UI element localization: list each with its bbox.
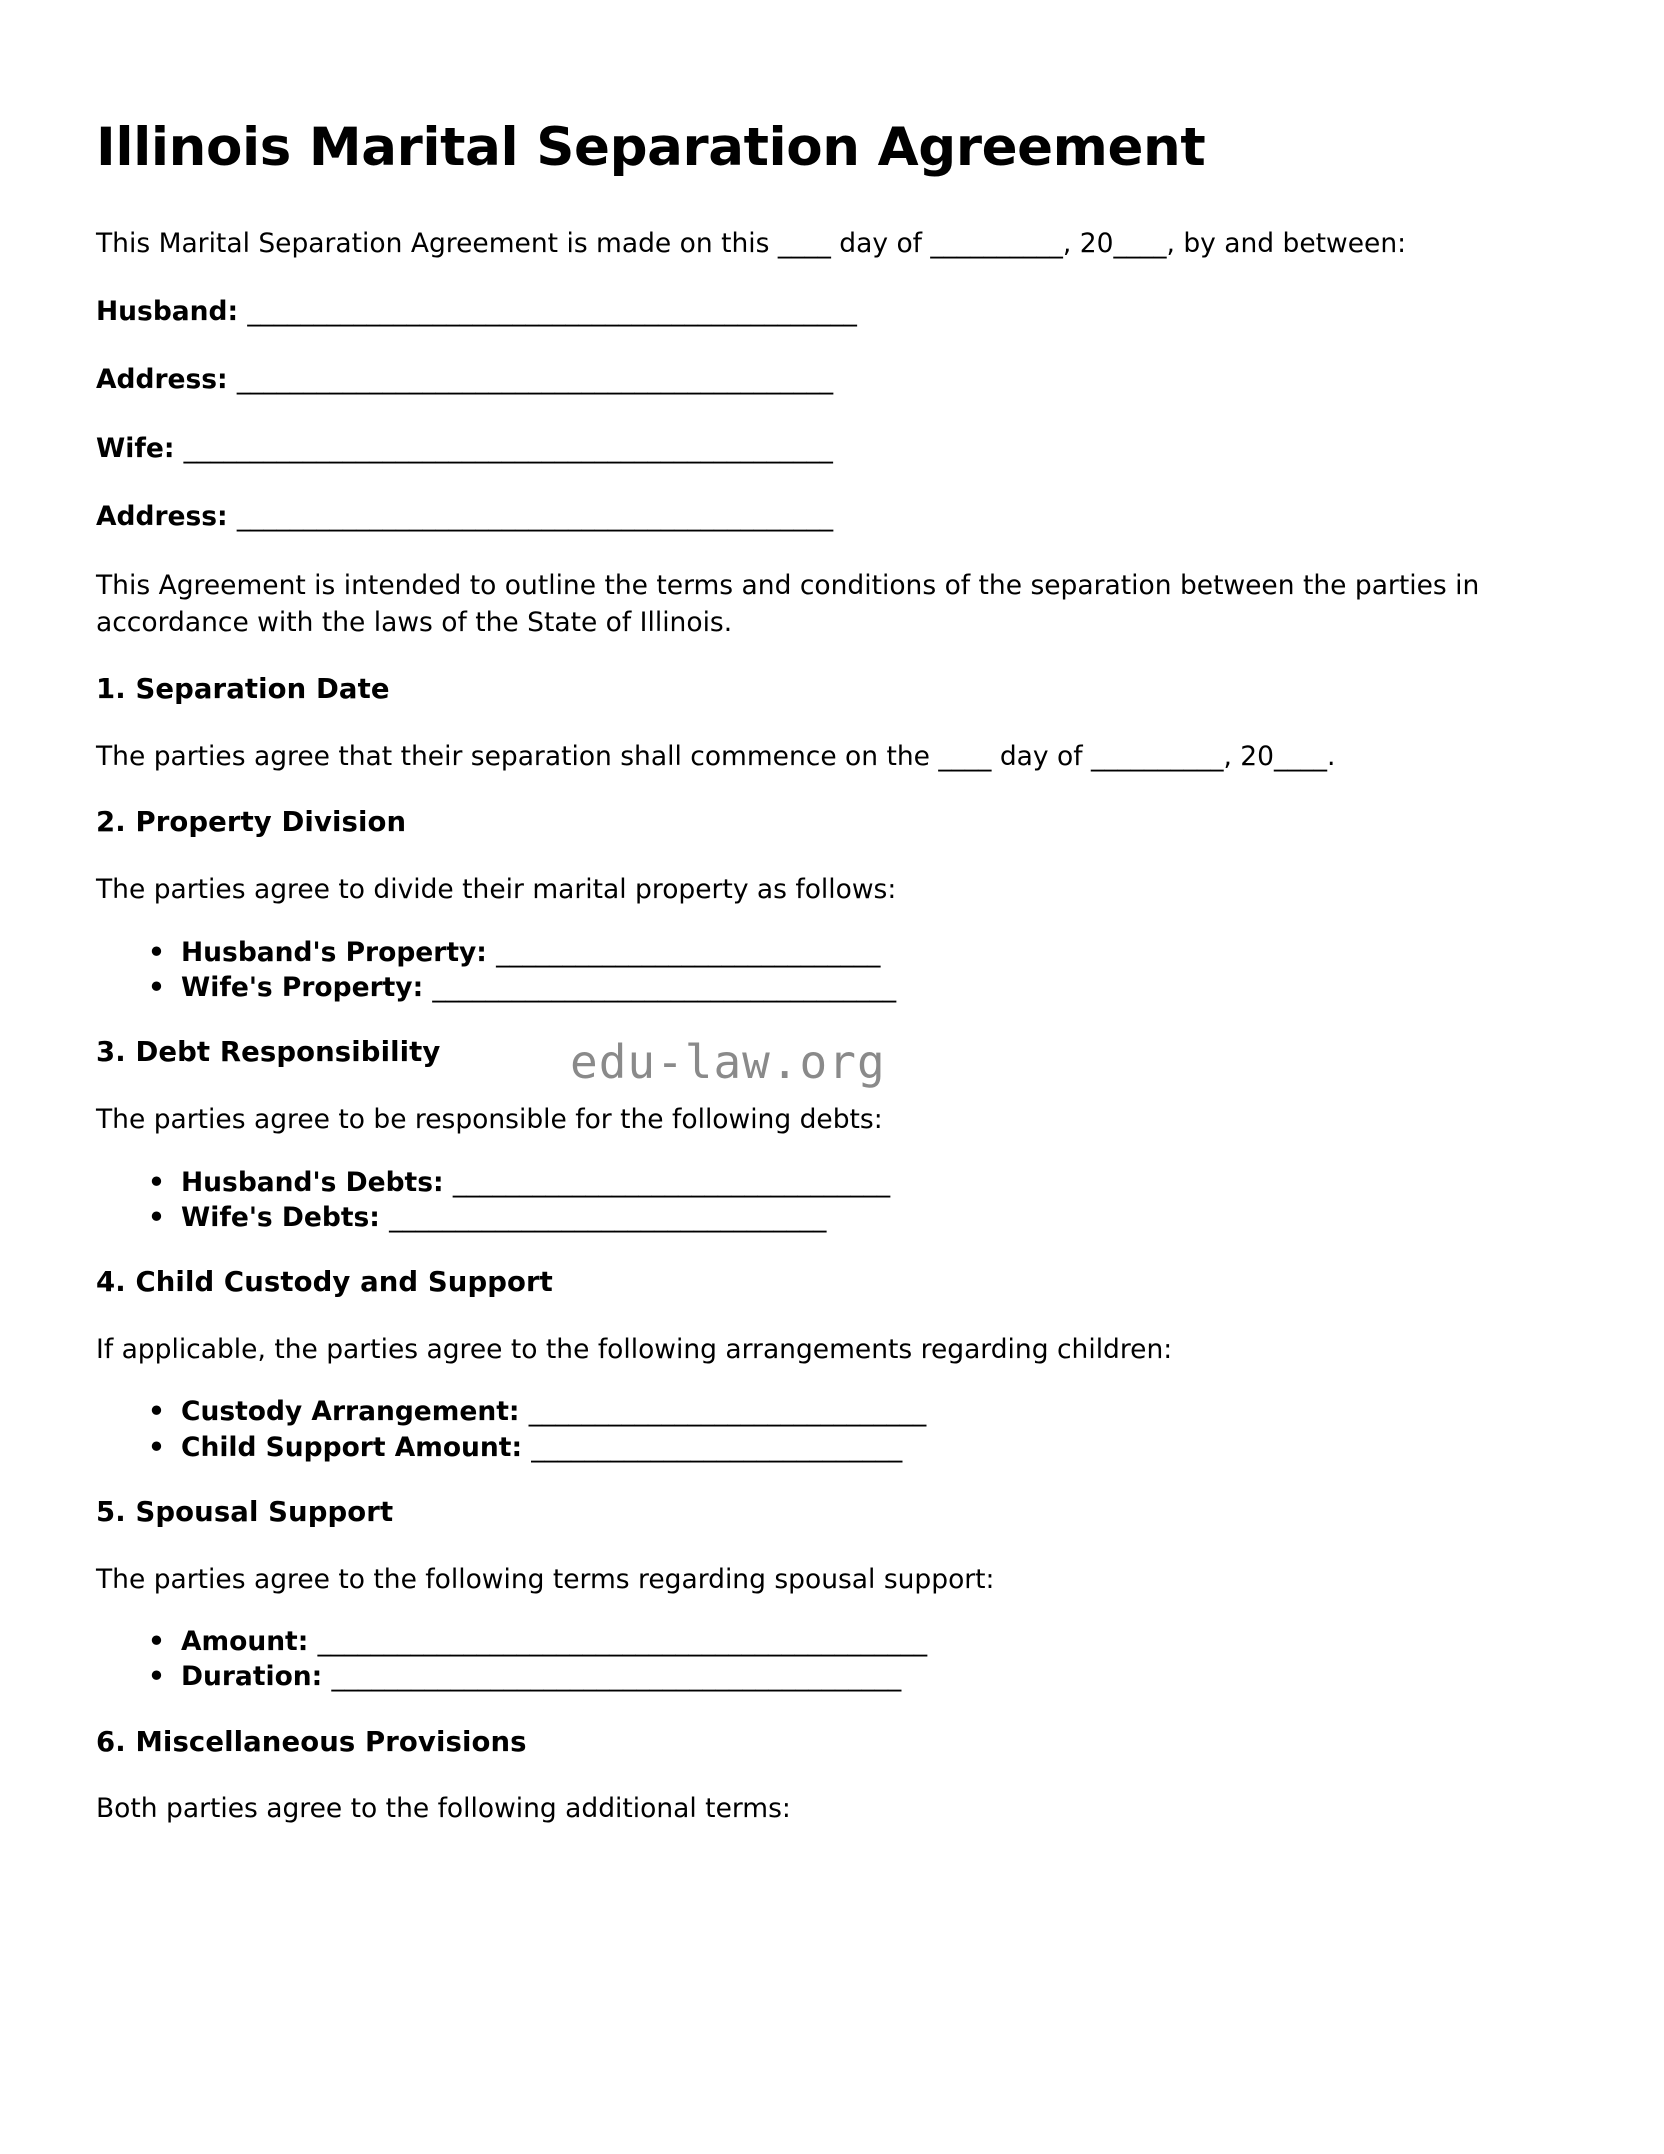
field-label: Husband: — [96, 295, 239, 327]
field-husband-address — [96, 361, 1568, 399]
field-wife-name — [96, 430, 1568, 468]
section-paragraph-miscellaneous-provisions: Both parties agree to the following additional terms: — [96, 1793, 791, 1825]
section-paragraph-debt-responsibility: The parties agree to be responsible for the following debts: — [96, 1103, 883, 1135]
item-list-property-division — [96, 935, 1568, 1005]
field-husband-name — [96, 293, 1568, 331]
list-item-blank-line[interactable]: ___________________________________ — [432, 971, 897, 1003]
item-list-debt-responsibility — [96, 1165, 1568, 1235]
bullet-icon: • — [148, 1626, 165, 1658]
section-heading-child-custody-support: 4. Child Custody and Support — [96, 1265, 553, 1298]
list-item — [143, 1394, 1568, 1429]
list-item-blank-line[interactable]: _____________________________ — [496, 936, 881, 968]
list-item-label: Wife's Debts: — [181, 1201, 380, 1233]
field-blank-line[interactable]: _________________________________________________ — [183, 432, 833, 464]
list-item-label: Duration: — [181, 1661, 323, 1693]
list-item-label: Husband's Property: — [181, 936, 487, 968]
list-item-label: Wife's Property: — [181, 971, 424, 1003]
section-paragraph-property-division: The parties agree to divide their marital property as follows: — [96, 874, 897, 906]
list-item — [143, 1624, 1568, 1659]
field-wife-address — [96, 498, 1568, 536]
list-item — [143, 935, 1568, 970]
list-item-label: Child Support Amount: — [181, 1431, 523, 1463]
list-item — [143, 970, 1568, 1005]
section-heading-spousal-support: 5. Spousal Support — [96, 1495, 394, 1528]
list-item — [143, 1659, 1568, 1694]
bullet-icon: • — [148, 1661, 165, 1693]
section-heading-property-division: 2. Property Division — [96, 806, 407, 839]
section-heading-miscellaneous-provisions: 6. Miscellaneous Provisions — [96, 1725, 527, 1758]
list-item-blank-line[interactable]: ___________________________________________ — [331, 1661, 902, 1693]
item-list-child-custody-support — [96, 1394, 1568, 1464]
purpose-paragraph: This Agreement is intended to outline the terms and conditions of the separation between the parties in accordance with the laws of the State of Illinois. — [96, 569, 1480, 639]
bullet-icon: • — [148, 1396, 165, 1428]
field-blank-line[interactable]: ______________________________________________ — [247, 295, 857, 327]
field-blank-line[interactable]: _____________________________________________ — [236, 364, 834, 396]
section-heading-separation-date: 1. Separation Date — [96, 672, 390, 705]
field-label: Address: — [96, 364, 228, 396]
bullet-icon: • — [148, 971, 165, 1003]
intro-paragraph: This Marital Separation Agreement is made on this ____ day of __________, 20____, by and between: — [96, 228, 1407, 260]
bullet-icon: • — [148, 1431, 165, 1463]
section-paragraph-separation-date: The parties agree that their separation shall commence on the ____ day of __________, 20____. — [96, 740, 1336, 772]
list-item-label: Amount: — [181, 1626, 309, 1658]
section-paragraph-spousal-support: The parties agree to the following terms regarding spousal support: — [96, 1563, 995, 1595]
field-blank-line[interactable]: _____________________________________________ — [236, 501, 834, 533]
section-heading-debt-responsibility: 3. Debt Responsibility — [96, 1036, 441, 1069]
field-label: Wife: — [96, 432, 175, 464]
bullet-icon: • — [148, 1201, 165, 1233]
item-list-spousal-support — [96, 1624, 1568, 1694]
list-item — [143, 1200, 1568, 1235]
field-label: Address: — [96, 501, 228, 533]
list-item-blank-line[interactable]: _________________________________ — [452, 1166, 891, 1198]
watermark-edu-law-org: edu-law.org — [570, 1035, 886, 1089]
list-item-blank-line[interactable]: _________________________________ — [389, 1201, 827, 1233]
list-item — [143, 1165, 1568, 1200]
list-item-blank-line[interactable]: ______________________________ — [528, 1396, 927, 1428]
list-item-label: Husband's Debts: — [181, 1166, 444, 1198]
bullet-icon: • — [148, 1166, 165, 1198]
list-item-blank-line[interactable]: ____________________________ — [531, 1431, 903, 1463]
section-paragraph-child-custody-support: If applicable, the parties agree to the following arrangements regarding children: — [96, 1333, 1173, 1365]
list-item-label: Custody Arrangement: — [181, 1396, 520, 1428]
list-item-blank-line[interactable]: ______________________________________________ — [317, 1626, 928, 1658]
bullet-icon: • — [148, 936, 165, 968]
page-title: Illinois Marital Separation Agreement — [96, 117, 1206, 178]
list-item — [143, 1430, 1568, 1465]
